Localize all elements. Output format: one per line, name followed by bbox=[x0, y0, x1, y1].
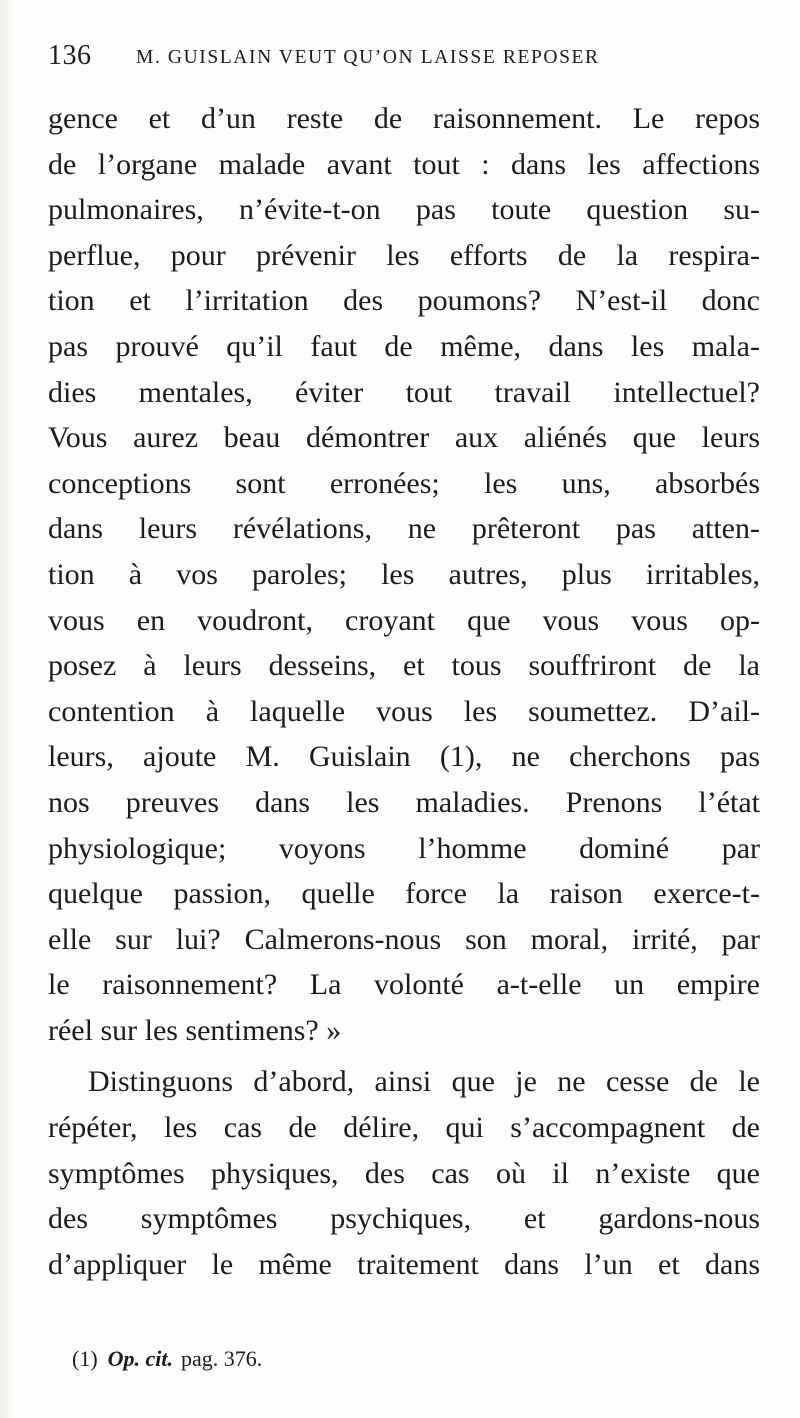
text-line: posez à leurs desseins, et tous souffriront de la bbox=[48, 649, 760, 683]
text-line: perflue, pour prévenir les efforts de la respira- bbox=[48, 238, 760, 272]
page-header bbox=[48, 38, 758, 78]
running-head: M. GUISLAIN VEUT QU’ON LAISSE REPOSER bbox=[136, 47, 600, 68]
text-line: pas prouvé qu’il faut de même, dans les mala- bbox=[48, 329, 760, 363]
text-line: d’appliquer le même traitement dans l’un et dans bbox=[48, 1247, 760, 1281]
text-line: elle sur lui? Calmerons-nous son moral, irrité, par bbox=[48, 922, 760, 956]
text-line: des symptômes psychiques, et gardons-nous bbox=[48, 1202, 760, 1236]
text-line: leurs, ajoute M. Guislain (1), ne cherchons pas bbox=[48, 740, 760, 774]
page-edge-shadow bbox=[0, 0, 14, 1418]
text-line: de l’organe malade avant tout : dans les affections bbox=[48, 147, 760, 181]
text-line: le raisonnement? La volonté a-t-elle un empire bbox=[48, 968, 760, 1002]
text-line: quelque passion, quelle force la raison exerce-t- bbox=[48, 877, 760, 911]
paragraph-2 bbox=[48, 1059, 760, 1287]
footnote bbox=[72, 1346, 262, 1372]
text-line: tion et l’irritation des poumons? N’est-il donc bbox=[48, 284, 760, 318]
text-line: physiologique; voyons l’homme dominé par bbox=[48, 831, 760, 865]
text-line: dies mentales, éviter tout travail intellectuel? bbox=[48, 375, 760, 409]
body-text bbox=[48, 96, 760, 1287]
footnote-detail: pag. 376. bbox=[181, 1346, 263, 1371]
text-line: Vous aurez beau démontrer aux aliénés que leurs bbox=[48, 421, 760, 455]
text-line: tion à vos paroles; les autres, plus irritables, bbox=[48, 557, 760, 591]
text-line: contention à laquelle vous les soumettez. D’ail- bbox=[48, 694, 760, 728]
text-line: répéter, les cas de délire, qui s’accompagnent de bbox=[48, 1111, 760, 1145]
text-line: symptômes physiques, des cas où il n’existe que bbox=[48, 1156, 760, 1190]
text-line: pulmonaires, n’évite-t-on pas toute question su- bbox=[48, 193, 760, 227]
paragraph-1 bbox=[48, 96, 760, 1053]
text-line: vous en voudront, croyant que vous vous op- bbox=[48, 603, 760, 637]
footnote-reference: Op. cit. bbox=[107, 1346, 174, 1371]
text-line: gence et d’un reste de raisonnement. Le repos bbox=[48, 102, 760, 135]
text-line: réel sur les sentimens? » bbox=[48, 1013, 342, 1047]
text-line: dans leurs révélations, ne prêteront pas atten- bbox=[48, 512, 760, 546]
text-line: conceptions sont erronées; les uns, absorbés bbox=[48, 466, 760, 500]
footnote-marker: (1) bbox=[72, 1346, 98, 1371]
page-number: 136 bbox=[48, 40, 92, 71]
text-line: Distinguons d’abord, ainsi que je ne cesse de le bbox=[88, 1065, 760, 1099]
text-line: nos preuves dans les maladies. Prenons l’état bbox=[48, 785, 760, 819]
